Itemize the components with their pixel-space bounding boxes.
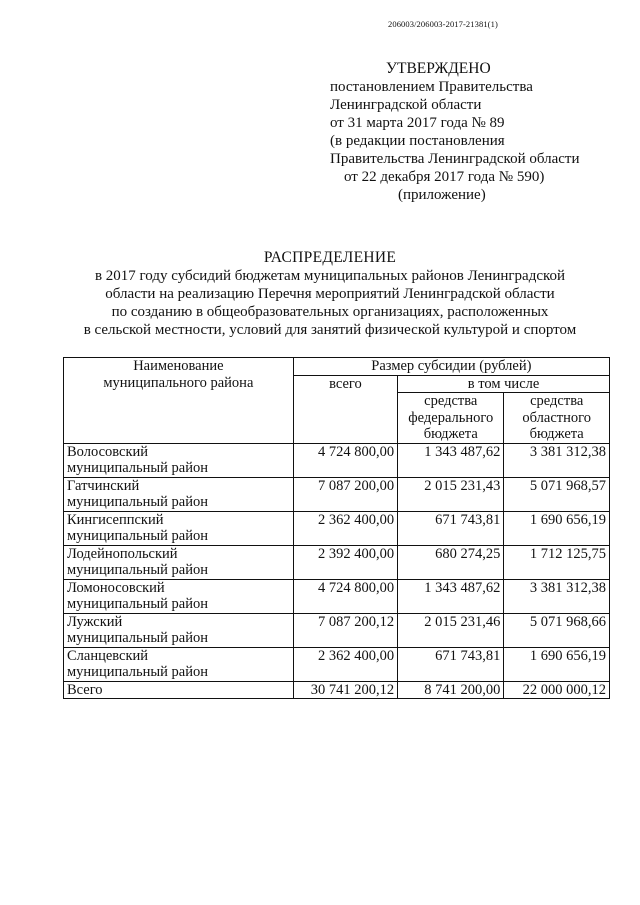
document-subtitle-line: в 2017 году субсидий бюджетам муниципальных районов Ленинградской [94,268,566,284]
total-cell: 2 362 400,00 [293,647,397,681]
federal-cell: 671 743,81 [398,511,504,545]
federal-cell: 680 274,25 [398,545,504,579]
header-regional-funds: средства областного бюджета [504,393,610,444]
federal-cell: 1 343 487,62 [398,443,504,477]
total-cell: 7 087 200,00 [293,477,397,511]
regional-cell: 3 381 312,38 [504,579,610,613]
table-row [64,647,610,681]
table-row [64,511,610,545]
district-name-cell: Ломоносовский муниципальный район [64,579,294,613]
table-row [64,443,610,477]
total-cell: 7 087 200,12 [293,613,397,647]
table-total-row [64,681,610,699]
total-cell: 2 392 400,00 [293,545,397,579]
regional-cell: 3 381 312,38 [504,443,610,477]
document-subtitle-line: в сельской местности, условий для занятий физической культурой и спортом [83,322,577,338]
grand-total-cell: 30 741 200,12 [293,681,397,699]
regional-cell: 1 712 125,75 [504,545,610,579]
document-title-block [60,249,600,339]
document-subtitle-line: области на реализацию Перечня мероприятий Ленинградской области [105,286,555,302]
regional-cell: 1 690 656,19 [504,647,610,681]
grand-regional-cell: 22 000 000,12 [504,681,610,699]
district-name-cell: Волосовский муниципальный район [64,443,294,477]
approval-line: Правительства Ленинградской области [330,151,580,167]
header-total: всего [293,375,397,443]
district-name-cell: Лужский муниципальный район [64,613,294,647]
approval-line: постановлением Правительства [330,79,533,95]
approval-line: (приложение) [398,187,486,203]
total-cell: 4 724 800,00 [293,443,397,477]
total-cell: 2 362 400,00 [293,511,397,545]
approval-line: от 31 марта 2017 года № 89 [330,115,505,131]
district-name-cell: Гатчинский муниципальный район [64,477,294,511]
document-registration-number: 206003/206003-2017-21381(1) [388,19,498,29]
header-federal-funds: средства федерального бюджета [398,393,504,444]
federal-cell: 2 015 231,43 [398,477,504,511]
table-row [64,613,610,647]
total-label-cell: Всего [64,681,294,699]
document-subtitle-line: по созданию в общеобразовательных организациях, расположенных [111,304,549,320]
district-name-cell: Кингисеппский муниципальный район [64,511,294,545]
table-header-row [64,358,610,376]
approval-stamp [330,60,630,204]
document-title: РАСПРЕДЕЛЕНИЕ [263,249,397,266]
header-district-name: Наименование муниципального района [64,358,294,444]
approval-line: (в редакции постановления [330,133,505,149]
regional-cell: 1 690 656,19 [504,511,610,545]
approval-line: Ленинградской области [330,97,482,113]
header-subsidy-size: Размер субсидии (рублей) [293,358,609,376]
table-row [64,545,610,579]
approval-heading: УТВЕРЖДЕНО [386,60,491,77]
total-cell: 4 724 800,00 [293,579,397,613]
district-name-cell: Лодейнопольский муниципальный район [64,545,294,579]
grand-federal-cell: 8 741 200,00 [398,681,504,699]
table-row [64,477,610,511]
federal-cell: 1 343 487,62 [398,579,504,613]
table-row [64,579,610,613]
regional-cell: 5 071 968,66 [504,613,610,647]
federal-cell: 671 743,81 [398,647,504,681]
regional-cell: 5 071 968,57 [504,477,610,511]
federal-cell: 2 015 231,46 [398,613,504,647]
district-name-cell: Сланцевский муниципальный район [64,647,294,681]
subsidy-distribution-table [63,357,610,699]
approval-line: от 22 декабря 2017 года № 590) [344,169,545,185]
header-including: в том числе [398,375,610,393]
